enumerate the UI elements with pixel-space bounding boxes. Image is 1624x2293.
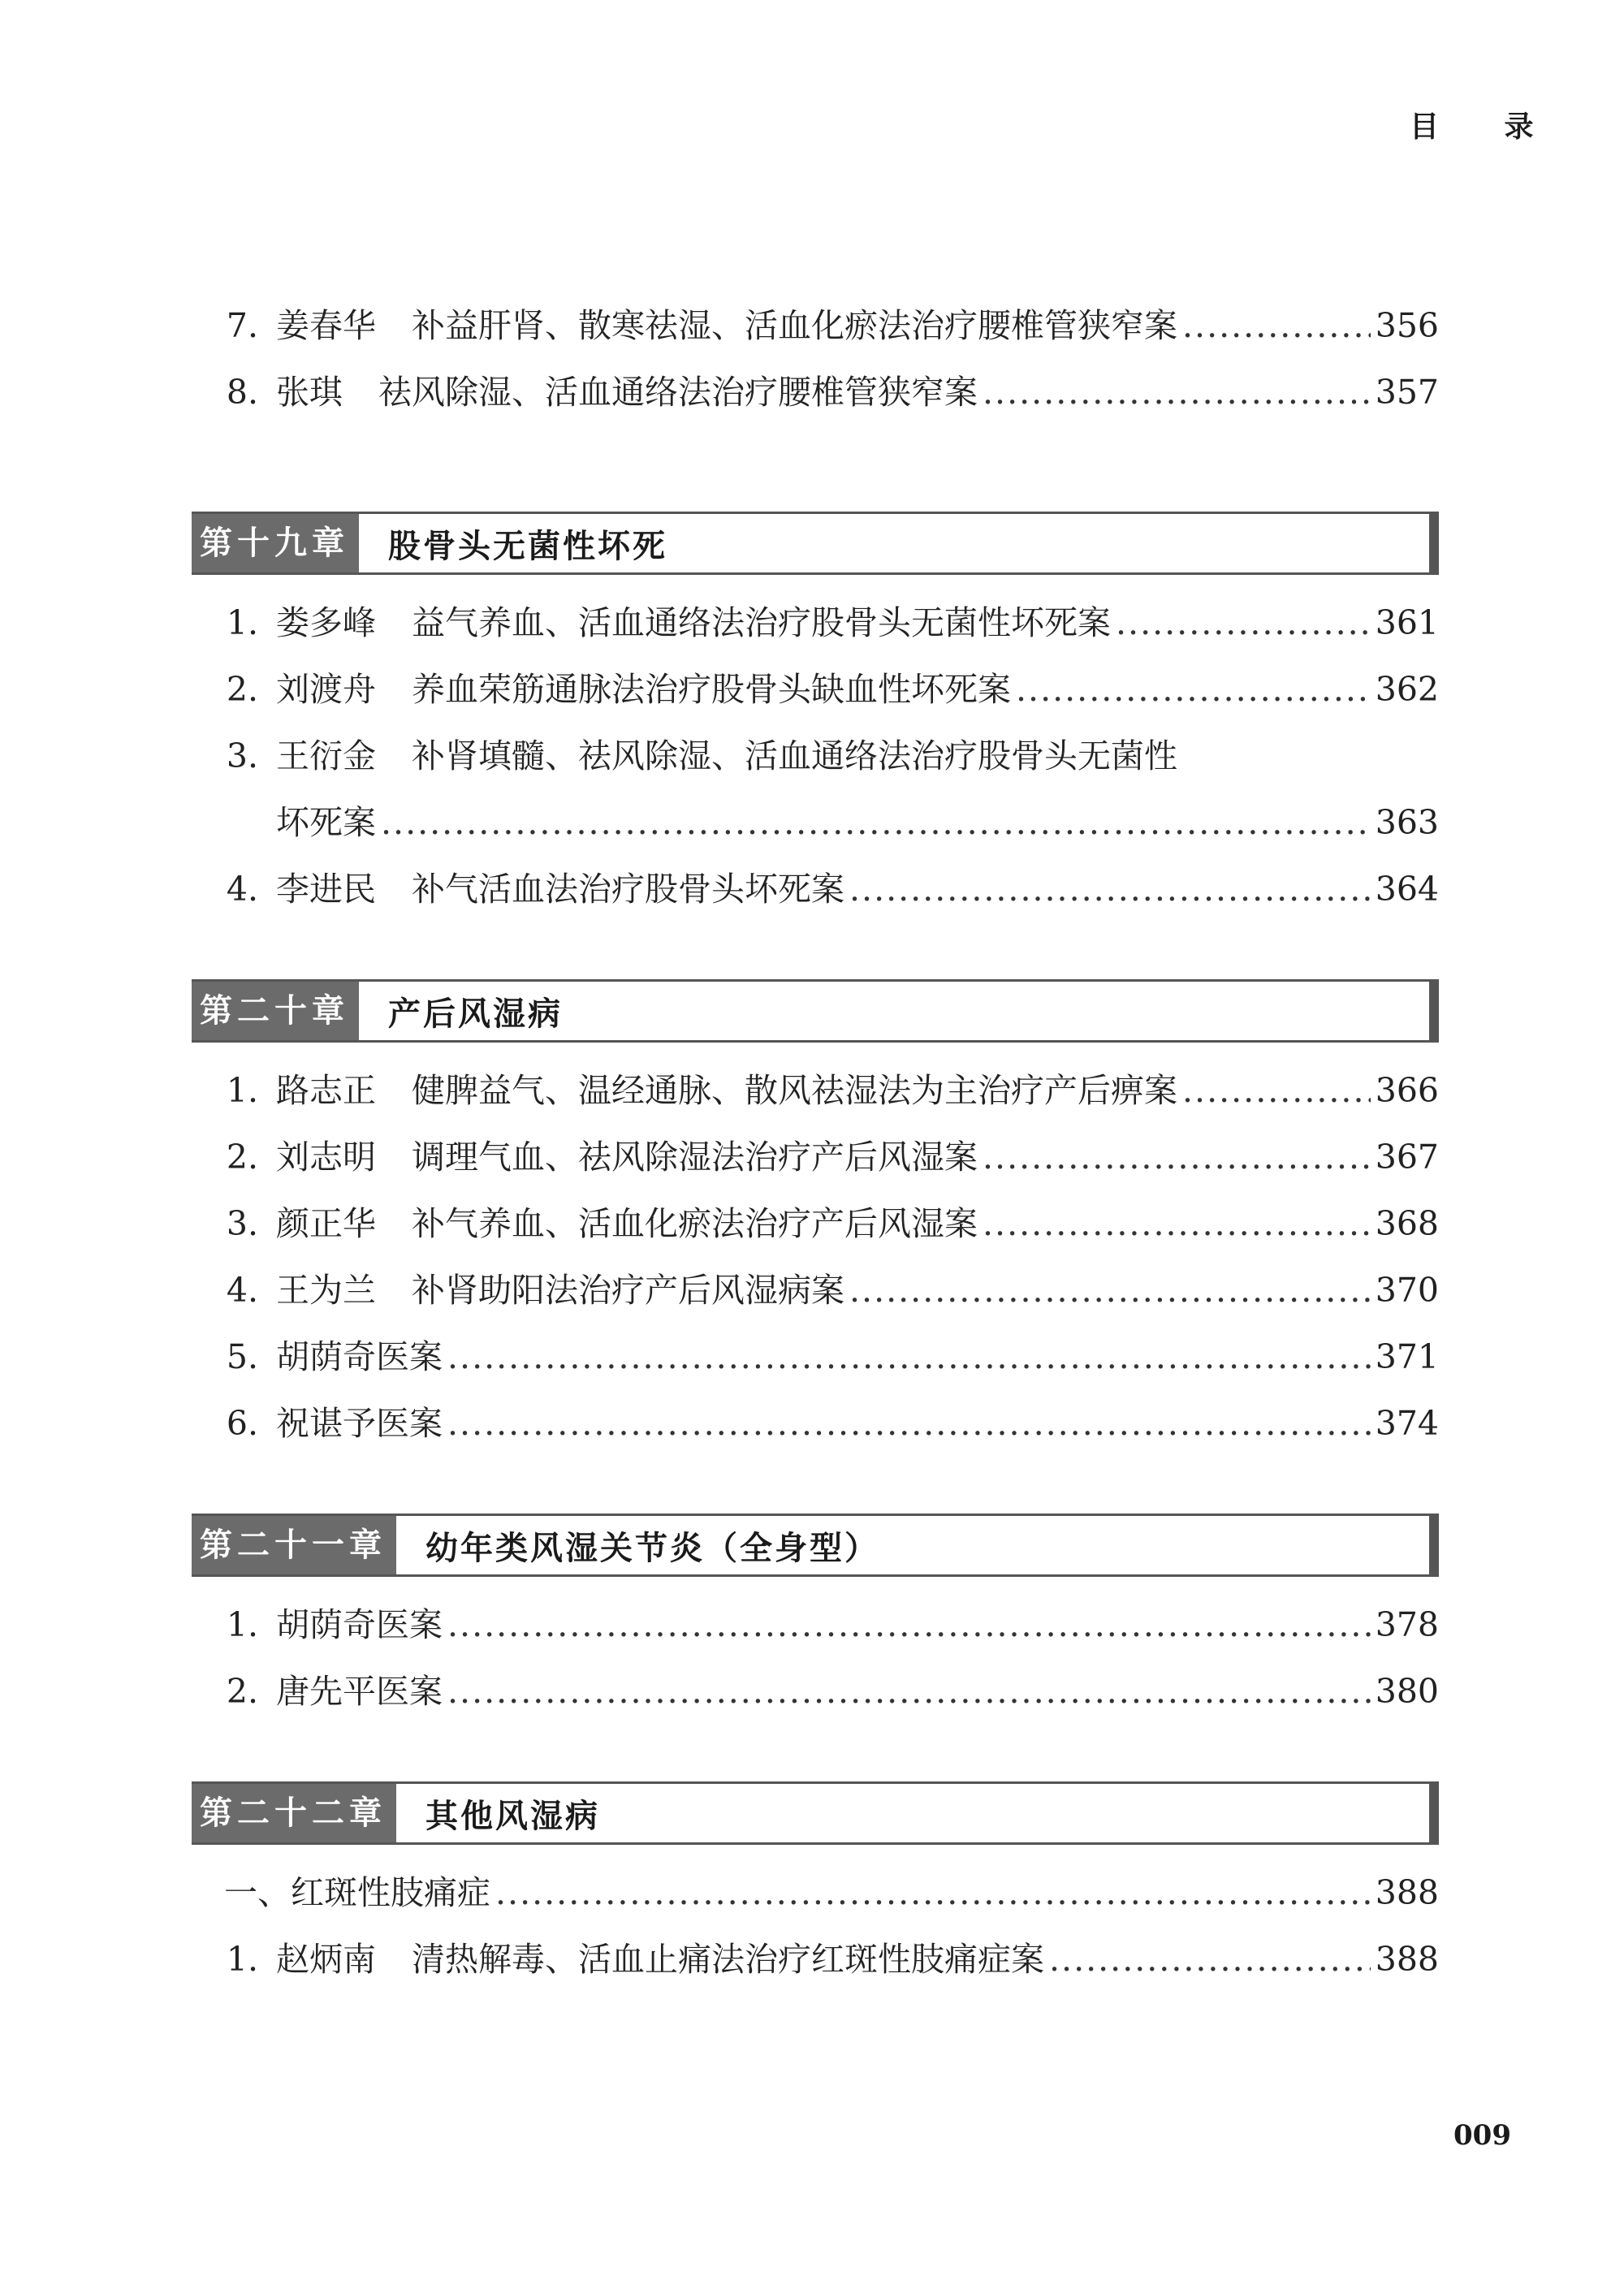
toc-entry[interactable] [192,1591,1439,1658]
entry-page: 368 [1375,1204,1439,1243]
entry-title: 益气养血、活血通络法治疗股骨头无菌性坏死案 [412,603,1111,642]
table-of-contents [192,292,1439,1993]
dot-leader [1182,1057,1371,1124]
entry-title: 补肾填髓、祛风除湿、活血通络法治疗股骨头无菌性 [412,736,1177,775]
entry-author: 张琪 [276,373,343,412]
entry-title: 补益肝肾、散寒祛湿、活血化瘀法治疗腰椎管狭窄案 [412,306,1177,345]
entry-author: 李进民 [276,870,376,909]
chapter-label: 第二十一章 [192,1516,396,1574]
entry-page: 371 [1375,1337,1439,1376]
toc-entry[interactable] [192,589,1439,656]
chapter-heading[interactable] [192,512,1439,575]
dot-leader [983,359,1371,425]
running-head: 目 录 [1410,110,1561,144]
dot-leader [849,1257,1371,1324]
toc-entry[interactable] [192,1190,1439,1257]
chapter-label: 第二十二章 [192,1784,396,1842]
entry-page: 380 [1375,1672,1439,1711]
toc-entry[interactable] [192,656,1439,723]
chapter-label: 第二十章 [192,982,359,1040]
entry-title: 祛风除湿、活血通络法治疗腰椎管狭窄案 [378,373,978,412]
section-title: 一、红斑性肢痛症 [224,1873,490,1912]
toc-entry[interactable] [192,1926,1439,1993]
toc-entry[interactable] [192,1057,1439,1124]
entry-author: 颜正华 [276,1204,376,1243]
toc-entry[interactable] [192,1390,1439,1457]
entry-page: 364 [1375,870,1439,909]
chapter-heading[interactable] [192,979,1439,1043]
entry-page: 357 [1375,373,1439,412]
entry-author: 赵炳南 [276,1940,376,1979]
entry-author: 姜春华 [276,306,376,345]
toc-entry[interactable] [192,1658,1439,1725]
entry-title: 调理气血、祛风除湿法治疗产后风湿案 [412,1138,978,1177]
toc-entry[interactable] [192,359,1439,425]
entry-author: 刘志明 [276,1138,376,1177]
dot-leader [1116,589,1371,656]
dot-leader [1049,1926,1371,1993]
entry-title: 清热解毒、活血止痛法治疗红斑性肢痛症案 [412,1940,1044,1979]
dot-leader [983,1190,1371,1257]
chapter-title: 其他风湿病 [425,1796,600,1835]
entry-title-continuation: 坏死案 [276,803,376,842]
entry-author: 王衍金 [276,736,376,775]
dot-leader [447,1324,1371,1390]
dot-leader [849,856,1371,922]
entry-number: 6. [226,1404,258,1443]
dot-leader [447,1591,1371,1658]
dot-leader [1182,292,1371,359]
entry-title: 胡荫奇医案 [276,1605,443,1644]
entry-number: 4. [226,1271,258,1310]
entry-page: 366 [1375,1071,1439,1110]
toc-entry-continuation[interactable] [192,789,1439,856]
toc-section-entry[interactable] [192,1859,1439,1926]
entry-number: 1. [226,1071,258,1110]
chapter-heading[interactable] [192,1514,1439,1577]
toc-entry[interactable] [192,1257,1439,1324]
entry-page: 378 [1375,1605,1439,1644]
entry-number: 1. [226,1940,258,1979]
entry-title: 健脾益气、温经通脉、散风祛湿法为主治疗产后痹案 [412,1071,1177,1110]
chapter-heading[interactable] [192,1781,1439,1845]
entry-number: 1. [226,603,258,642]
toc-entry[interactable] [192,1324,1439,1390]
entry-page: 363 [1375,803,1439,842]
toc-entry[interactable] [192,1124,1439,1190]
entry-title: 补气养血、活血化瘀法治疗产后风湿案 [412,1204,978,1243]
dot-leader [447,1658,1371,1725]
entry-page: 361 [1375,603,1439,642]
chapter-title: 幼年类风湿关节炎（全身型） [425,1528,879,1567]
toc-entry[interactable] [192,723,1439,789]
entry-title: 养血荣筋通脉法治疗股骨头缺血性坏死案 [412,670,1011,709]
entry-author: 王为兰 [276,1271,376,1310]
entry-number: 8. [226,373,258,412]
entry-title: 胡荫奇医案 [276,1337,443,1376]
dot-leader [381,789,1371,856]
entry-page: 370 [1375,1271,1439,1310]
chapter-title: 股骨头无菌性坏死 [388,526,667,565]
entry-number: 3. [226,736,258,775]
entry-number: 5. [226,1337,258,1376]
chapter-title: 产后风湿病 [388,994,563,1033]
dot-leader [1016,656,1371,723]
entry-title: 补肾助阳法治疗产后风湿病案 [412,1271,844,1310]
entry-author: 路志正 [276,1071,376,1110]
entry-page: 374 [1375,1404,1439,1443]
entry-title: 补气活血法治疗股骨头坏死案 [412,870,844,909]
toc-entry[interactable] [192,856,1439,922]
entry-number: 1. [226,1605,258,1644]
entry-title: 唐先平医案 [276,1672,443,1711]
entry-author: 娄多峰 [276,603,376,642]
entry-page: 362 [1375,670,1439,709]
chapter-label: 第十九章 [192,514,359,572]
entry-number: 2. [226,1138,258,1177]
entry-page: 356 [1375,306,1439,345]
entry-number: 4. [226,870,258,909]
dot-leader [447,1390,1371,1457]
entry-page: 367 [1375,1138,1439,1177]
entry-number: 7. [226,306,258,345]
entry-page: 388 [1375,1873,1439,1912]
dot-leader [495,1859,1371,1926]
entry-author: 刘渡舟 [276,670,376,709]
dot-leader [983,1124,1371,1190]
entry-title: 祝谌予医案 [276,1404,443,1443]
entry-number: 3. [226,1204,258,1243]
toc-entry[interactable] [192,292,1439,359]
entry-number: 2. [226,670,258,709]
entry-number: 2. [226,1672,258,1711]
page-number: 009 [1453,2119,1511,2152]
entry-page: 388 [1375,1940,1439,1979]
